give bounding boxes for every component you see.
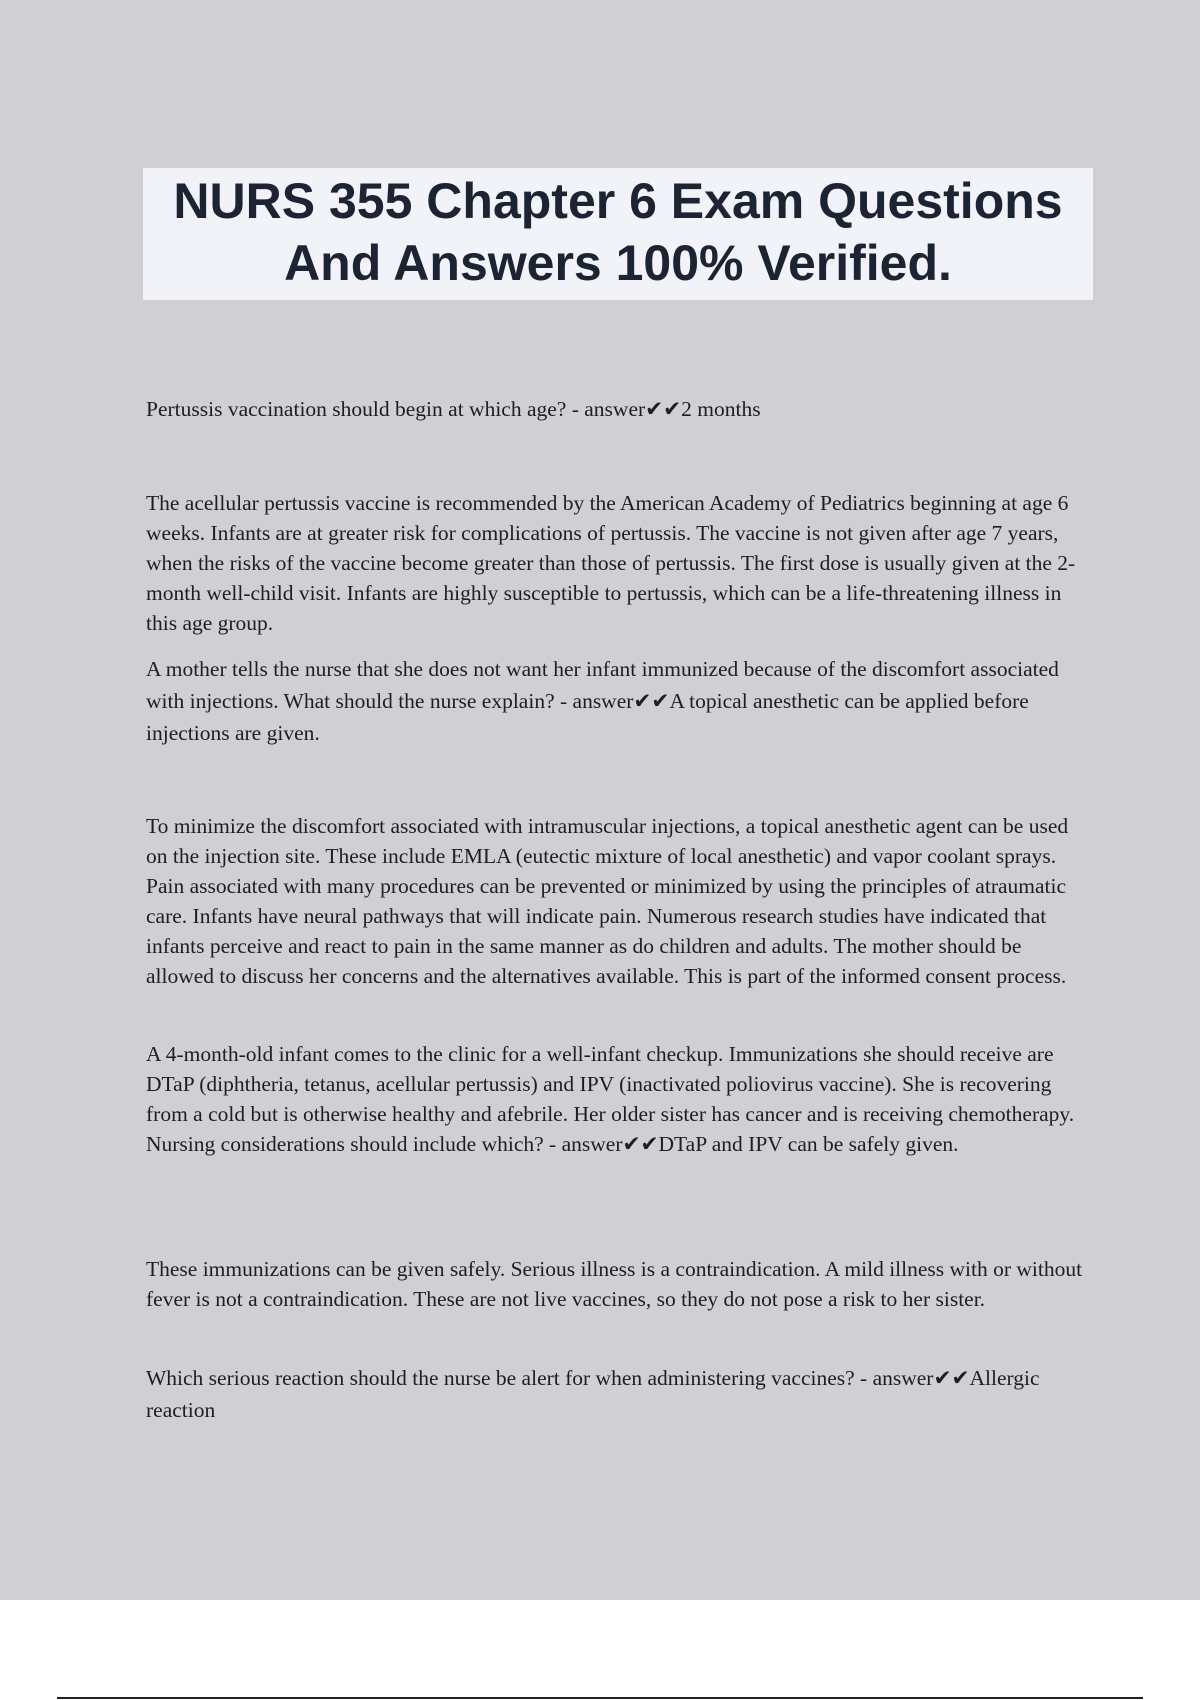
title-banner	[143, 168, 1093, 300]
question-2: A mother tells the nurse that she does not want her infant immunized because of the discomfort associated with injections. What should the nurse explain? - answer✔✔A topical anesthetic can be applied before injections are given.	[146, 657, 1059, 745]
question-1: Pertussis vaccination should begin at which age? - answer✔✔2 months	[146, 397, 761, 421]
rationale-1: The acellular pertussis vaccine is recommended by the American Academy of Pediatrics beginning at age 6 weeks. Infants are at greater risk for complications of pertussis. The vaccine is not given after age 7 years, when the risks of the vaccine become greater than those of pertussis. The first dose is usually given at the 2-month well-child visit. Infants are highly susceptible to pertussis, which can be a life-threatening illness in this age group.	[146, 491, 1076, 635]
rationale-3: These immunizations can be given safely. Serious illness is a contraindication. A mild illness with or without fever is not a contraindication. These are not live vaccines, so they do not pose a risk to her sister.	[146, 1257, 1083, 1311]
question-4: Which serious reaction should the nurse be alert for when administering vaccines? - answer✔✔Allergic reaction	[146, 1366, 1040, 1422]
rationale-2: To minimize the discomfort associated with intramuscular injections, a topical anesthetic agent can be used on the injection site. These include EMLA (eutectic mixture of local anesthetic) and vapor coolant sprays. Pain associated with many procedures can be prevented or minimized by using the principles of atraumatic care. Infants have neural pathways that will indicate pain. Numerous research studies have indicated that infants perceive and react to pain in the same manner as do children and adults. The mother should be allowed to discuss her concerns and the alternatives available. This is part of the informed consent process.	[146, 814, 1069, 988]
document-title: NURS 355 Chapter 6 Exam Questions And Answers 100% Verified.	[173, 173, 1063, 291]
question-3: A 4-month-old infant comes to the clinic for a well-infant checkup. Immunizations she should receive are DTaP (diphtheria, tetanus, acellular pertussis) and IPV (inactivated poliovirus vaccine). She is recovering from a cold but is otherwise healthy and afebrile. Her older sister has cancer and is receiving chemotherapy. Nursing considerations should include which? - answer✔✔DTaP and IPV can be safely given.	[146, 1042, 1075, 1156]
footer-divider	[57, 1697, 1143, 1699]
